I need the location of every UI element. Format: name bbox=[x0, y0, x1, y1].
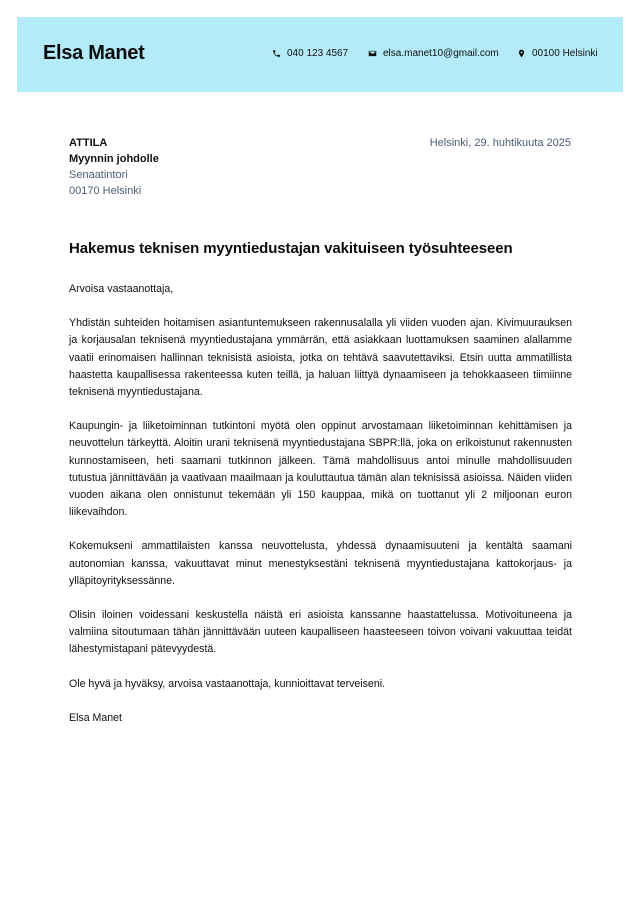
location-text: 00100 Helsinki bbox=[532, 48, 598, 59]
recipient-title: Myynnin johdolle bbox=[69, 153, 159, 165]
body-paragraph: Kaupungin- ja liiketoiminnan tutkintoni myötä olen oppinut arvostamaan liiketoiminnan kehittämisen ja neuvottelun tärkeyttä. Aloitin urani teknisenä myyntiedustajana SBPR:llä, joka on erikoistunut rakennusten kunnostamiseen, heti saamani tutkinnon jälkeen. Tämä mahdollisuus antoi minulle mahdollisuuden tutustua jännittävään ja vaativaan maailmaan ja kouluttautua tämän alan teknisissä asioissa. Näiden viiden vuoden aikana olen onnistunut tekemään yli 150 kauppaa, mikä on tuottanut yli 2 miljoonan euron liikevaihdon. bbox=[69, 420, 572, 519]
phone-number: 040 123 4567 bbox=[287, 48, 349, 59]
letter-greeting: Arvoisa vastaanottaja, bbox=[69, 283, 174, 295]
body-paragraph: Olisin iloinen voidessani keskustella näistä eri asioista kanssanne haastattelussa. Motivoituneena ja valmiina sitoutumaan tähän jännittävään uuteen kaupalliseen haasteeseen toivon voivani vakuuttaa teidät lähestymistapani pätevyydestä. bbox=[69, 609, 572, 656]
contact-email bbox=[368, 48, 499, 59]
recipient-street: Senaatintori bbox=[69, 169, 128, 181]
letter-closing: Ole hyvä ja hyväksy, arvoisa vastaanottaja, kunnioittavat terveiseni. bbox=[69, 677, 386, 690]
letter-body bbox=[69, 281, 572, 744]
map-pin-icon bbox=[517, 49, 526, 58]
header-banner bbox=[17, 17, 623, 92]
recipient-city: 00170 Helsinki bbox=[69, 185, 142, 197]
recipient-company: ATTILA bbox=[69, 137, 108, 149]
letter-date: Helsinki, 29. huhtikuuta 2025 bbox=[429, 137, 571, 149]
body-paragraph: Yhdistän suhteiden hoitamisen asiantuntemukseen rakennusalalla yli viiden vuoden ajan. Kivimuurauksen ja korjausalan teknisenä myyntiedustajana ymmärrän, että asiakkaan luottamuksen saaminen alallamme vaatii erinomaisen hallinnan teknisistä asioista, jotka on tehtävä saavutettaviksi. Etsin uutta ammatillista haastetta kaupallisessa rakenteessa kuten teillä, ja haluan liittyä dynaamiseen ja tehokkaaseen tiimiinne teknisenä myyntiedustajana. bbox=[69, 317, 572, 399]
letter-subject: Hakemus teknisen myyntiedustajan vakituiseen työsuhteeseen bbox=[69, 240, 513, 257]
phone-icon bbox=[272, 49, 281, 58]
contact-location bbox=[517, 48, 598, 59]
envelope-icon bbox=[368, 49, 377, 58]
email-address: elsa.manet10@gmail.com bbox=[383, 48, 499, 59]
body-paragraph: Kokemukseni ammattilaisten kanssa neuvottelusta, yhdessä dynaamisuuteni ja kentältä saamani autonomian kanssa, vakuuttavat minut menestyksestäni teknisenä myyntiedustajana kattokorjaus- ja ylläpitoyrityksessänne. bbox=[69, 540, 572, 587]
contact-phone bbox=[272, 48, 348, 59]
recipient-block bbox=[69, 135, 159, 199]
applicant-name: Elsa Manet bbox=[43, 42, 145, 64]
letter-signature: Elsa Manet bbox=[69, 711, 122, 724]
